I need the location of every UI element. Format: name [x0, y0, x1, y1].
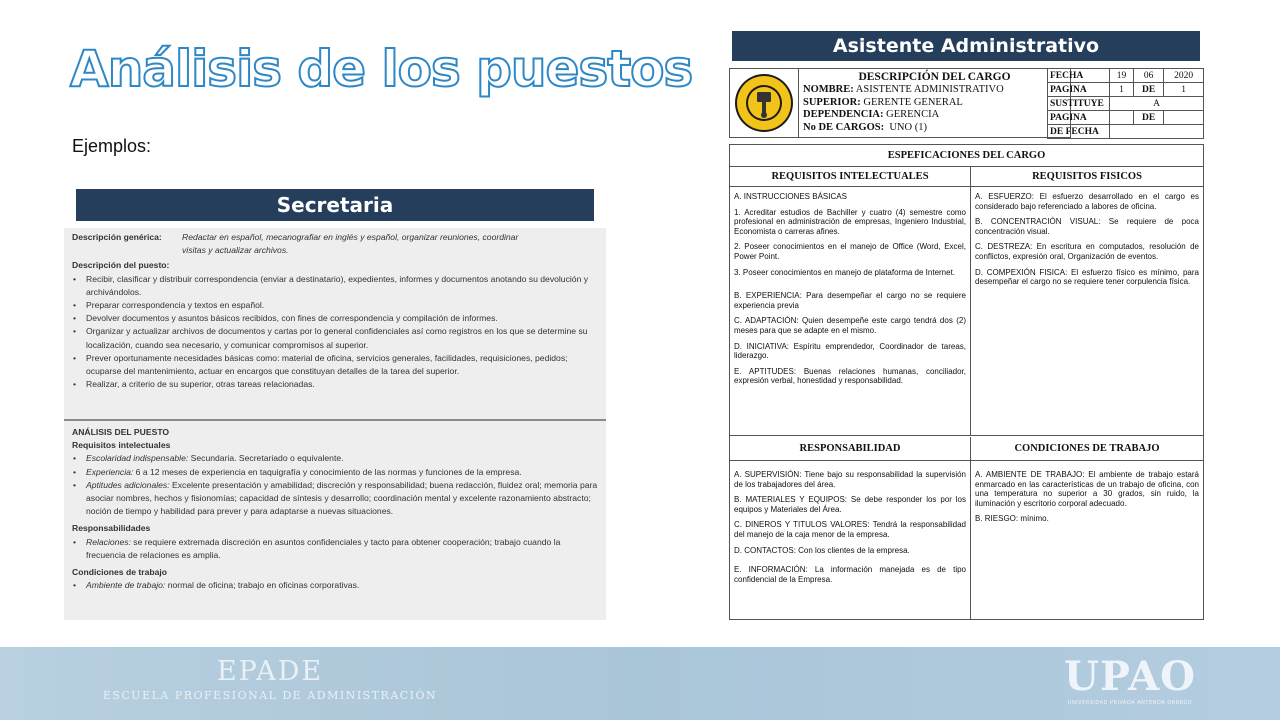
job-name-value: ASISTENTE ADMINISTRATIVO — [855, 83, 1004, 95]
intellectual-requirements-heading: REQUISITOS INTELECTUALES — [730, 167, 970, 187]
condition-item: B. RIESGO: mínimo. — [975, 514, 1049, 524]
of-date-label: DE FECHA — [1048, 125, 1110, 139]
job-superior-label: SUPERIOR: — [803, 96, 861, 108]
list-item: • Organizar y actualizar archivos de documentos y cartas por lo general confidenciales así como registros en los que se determine su localización, cuando sea necesario, y comunicar compromisos al superior. — [72, 325, 598, 351]
list-item — [72, 452, 598, 465]
item-key: Relaciones: — [86, 536, 131, 547]
job-positions-value: UNO (1) — [889, 122, 927, 134]
work-conditions-list — [72, 579, 598, 592]
physical-requirements-heading: REQUISITOS FISICOS — [971, 167, 1203, 187]
job-description-title: DESCRIPCIÓN DEL CARGO — [858, 71, 1011, 83]
physical-requirements-body — [971, 187, 1203, 287]
page2-number — [1110, 111, 1134, 125]
job-name-label: NOMBRE: — [803, 83, 854, 95]
work-conditions-label: Condiciones de trabajo — [72, 567, 168, 578]
date-day: 19 — [1110, 69, 1134, 83]
generic-description-text — [182, 231, 518, 257]
job-positions-row — [803, 122, 1066, 135]
of-date-value — [1110, 125, 1204, 139]
condition-item: A. AMBIENTE DE TRABAJO: El ambiente de trabajo estará enmarcado en las características de un trabajo de oficina, con una temperatura no superior a 30 grados, sin ruido, la iluminación y escritorio corporal adecuado. — [975, 470, 1199, 508]
requirement-item: 3. Poseer conocimientos en manejo de plataforma de Internet. — [734, 267, 956, 277]
page2-label: PAGINA — [1048, 111, 1110, 125]
page-total: 1 — [1164, 83, 1204, 97]
requirement-item: A. INSTRUCCIONES BÁSICAS — [734, 192, 847, 201]
requirement-item: A. ESFUERZO: El esfuerzo desarrollado en el cargo es considerado bajo referenciado a labores de oficina. — [975, 192, 1199, 211]
job-dependency-label: DEPENDENCIA: — [803, 109, 884, 121]
replaces-a: A — [1110, 97, 1204, 111]
list-item — [72, 479, 598, 519]
job-superior-value: GERENTE GENERAL — [863, 96, 963, 108]
job-specifications-table — [729, 144, 1204, 620]
responsibility-item: B. MATERIALES Y EQUIPOS: Se debe responder los por los equipos y Materiales del Área. — [734, 495, 966, 514]
job-dependency-row — [803, 109, 1066, 122]
generic-description-line: visitas y actualizar archivos. — [182, 245, 289, 256]
requirement-item: C. DESTREZA: En escritura en computados, resolución de conflictos, expresión oral, Organización de eventos. — [975, 242, 1199, 261]
epade-subtitle: ESCUELA PROFESIONAL DE ADMINISTRACIÓN — [102, 689, 438, 702]
requirements-section — [730, 167, 1203, 436]
upao-name: UPAO — [1064, 653, 1196, 700]
responsibility-item: C. DINEROS Y TITULOS VALORES: Tendrá la responsabilidad del manejo de la caja menor de la empresa. — [734, 520, 966, 539]
responsibility-heading: RESPONSABILIDAD — [730, 437, 970, 461]
requirement-item: D. COMPEXIÓN FISICA: El esfuerzo físico es mínimo, para desempeñar el cargo no se requiere tener corpulencia física. — [975, 267, 1199, 287]
piston-logo-icon — [733, 72, 795, 134]
responsibility-item: A. SUPERVISIÓN: Tiene bajo su responsabilidad la supervisión de los trabajadores del área. — [734, 470, 966, 489]
footer-banner — [0, 647, 1280, 720]
slide-subtitle: Ejemplos: — [72, 136, 152, 156]
list-item — [72, 466, 598, 479]
work-conditions-column — [971, 437, 1203, 619]
page2-of-label: DE — [1134, 111, 1164, 125]
page-number: 1 — [1110, 83, 1134, 97]
item-text: normal de oficina; trabajo en oficinas corporativas. — [165, 580, 360, 591]
requirement-item: 2. Poseer conocimientos en el manejo de Office (Word, Excel, Power Point. — [734, 242, 966, 261]
document-meta-table — [1047, 68, 1204, 139]
work-conditions-body — [971, 461, 1203, 524]
job-description-list — [72, 273, 598, 392]
item-text: Excelente presentación y amabilidad; discreción y responsabilidad; buena redacción, fluidez oral; memoria para asociar nombres, hechos y fisionomías; capacidad de síntesis y desarrollo; coordinación mental y excelente razonamiento abstracto; noción de tiempo y habilidad para prever y para adaptarse a nuevas situaciones. — [86, 479, 598, 517]
list-item: • Devolver documentos y asuntos básicos recibidos, con fines de correspondencia y compilación de informes. — [72, 312, 598, 325]
job-description-box — [799, 68, 1071, 138]
requirement-item: 1. Acreditar estudios de Bachiller y cuatro (4) semestre como profesional en administración de empresas, Ingeniero Industrial, Economista o carreras afines. — [734, 207, 966, 236]
page2-total — [1164, 111, 1204, 125]
job-positions-label: No DE CARGOS: — [803, 122, 885, 134]
requirement-item: B. CONCENTRACIÓN VISUAL: Se requiere de poca concentración visual. — [975, 217, 1199, 236]
responsibility-body — [730, 461, 970, 584]
item-key: Aptitudes adicionales: — [86, 479, 170, 490]
analysis-label: ANÁLISIS DEL PUESTO — [72, 427, 170, 437]
item-key: Experiencia: — [86, 466, 134, 477]
responsibility-item: D. CONTACTOS: Con los clientes de la empresa. — [734, 545, 910, 555]
responsibilities-label: Responsabilidades — [72, 523, 151, 534]
list-item — [72, 579, 598, 592]
generic-description-row — [72, 231, 598, 257]
job-dependency-value: GERENCIA — [886, 109, 940, 121]
responsibility-item: E. INFORMACIÓN: La información manejada es de tipo confidencial de la Empresa. — [734, 565, 966, 584]
intellectual-requirements-label: Requisitos intelectuales — [72, 440, 171, 451]
list-item: • Recibir, clasificar y distribuir correspondencia (enviar a destinatario), expedientes, informes y documentos anotando su devolución y archivándolos. — [72, 273, 598, 299]
date-label: FECHA — [1048, 69, 1110, 83]
list-item: • Realizar, a criterio de su superior, otras tareas relacionadas. — [72, 378, 598, 391]
job-description-label: Descripción del puesto: — [72, 260, 170, 271]
requirement-item: B. EXPERIENCIA: Para desempeñar el cargo no se requiere experiencia previa — [734, 291, 966, 310]
requirement-item: C. ADAPTACIÓN: Quien desempeñe este cargo tendrá dos (2) meses para que se adapte en el mismo. — [734, 316, 966, 335]
intellectual-requirements-column — [730, 167, 971, 435]
secretaria-header: Secretaria — [76, 189, 594, 221]
item-key: Ambiente de trabajo: — [86, 580, 166, 591]
responsibility-section — [730, 437, 1203, 619]
requirement-item: D. INICIATIVA: Espíritu emprendedor, Coordinador de tareas, liderazgo. — [734, 341, 966, 361]
list-item — [72, 536, 598, 562]
physical-requirements-column — [971, 167, 1203, 435]
list-item: • Preparar correspondencia y textos en español. — [72, 299, 598, 312]
secretaria-document — [64, 228, 606, 620]
job-name-row — [803, 84, 1066, 97]
item-text: Secundaria. Secretariado o equivalente. — [188, 453, 344, 464]
page-of-label: DE — [1134, 83, 1164, 97]
work-conditions-heading: CONDICIONES DE TRABAJO — [971, 437, 1203, 461]
epade-logo — [100, 657, 440, 702]
company-logo — [729, 68, 799, 138]
specifications-title: ESPEFICACIONES DEL CARGO — [730, 145, 1203, 167]
list-item: • Prever oportunamente necesidades básicas como: material de oficina, servicios generales, facilidades, requisiciones, pedidos; ocuparse del mantenimiento, actuar en encargos que constituyan detalles de la tarea del superior. — [72, 352, 598, 378]
job-description-header — [729, 68, 1204, 138]
item-text: 6 a 12 meses de experiencia en taquigrafía y conocimiento de las normas y funciones de la empresa. — [133, 466, 522, 477]
date-month: 06 — [1134, 69, 1164, 83]
responsibilities-list — [72, 536, 598, 562]
secretaria-analysis-section — [64, 421, 606, 592]
slide-title: Análisis de los puestos — [70, 40, 693, 98]
secretaria-description-section — [64, 228, 606, 419]
item-text: se requiere extremada discreción en asuntos confidenciales y tacto para obtener cooperación; trabajo cuando la frecuencia de relaciones es amplia. — [86, 536, 561, 560]
intellectual-requirements-list — [72, 452, 598, 518]
item-key: Escolaridad indispensable: — [86, 453, 189, 464]
page-label: PAGINA — [1048, 83, 1110, 97]
asistente-header: Asistente Administrativo — [732, 31, 1200, 61]
requirement-item: E. APTITUDES: Buenas relaciones humanas, conciliador, expresión verbal, honestidad y responsabilidad. — [734, 366, 966, 386]
generic-description-line: Redactar en español, mecanografiar en inglés y español, organizar reuniones, coordinar — [182, 232, 519, 242]
generic-description-label: Descripción genérica: — [72, 232, 162, 242]
intellectual-requirements-body — [730, 187, 970, 386]
epade-name: EPADE — [216, 656, 324, 687]
responsibility-column — [730, 437, 971, 619]
date-year: 2020 — [1164, 69, 1204, 83]
upao-logo — [1050, 655, 1210, 706]
replaces-label: SUSTITUYE — [1048, 97, 1110, 111]
upao-subtitle: UNIVERSIDAD PRIVADA ANTENOR ORREGO — [1067, 700, 1193, 706]
job-superior-row — [803, 97, 1066, 110]
